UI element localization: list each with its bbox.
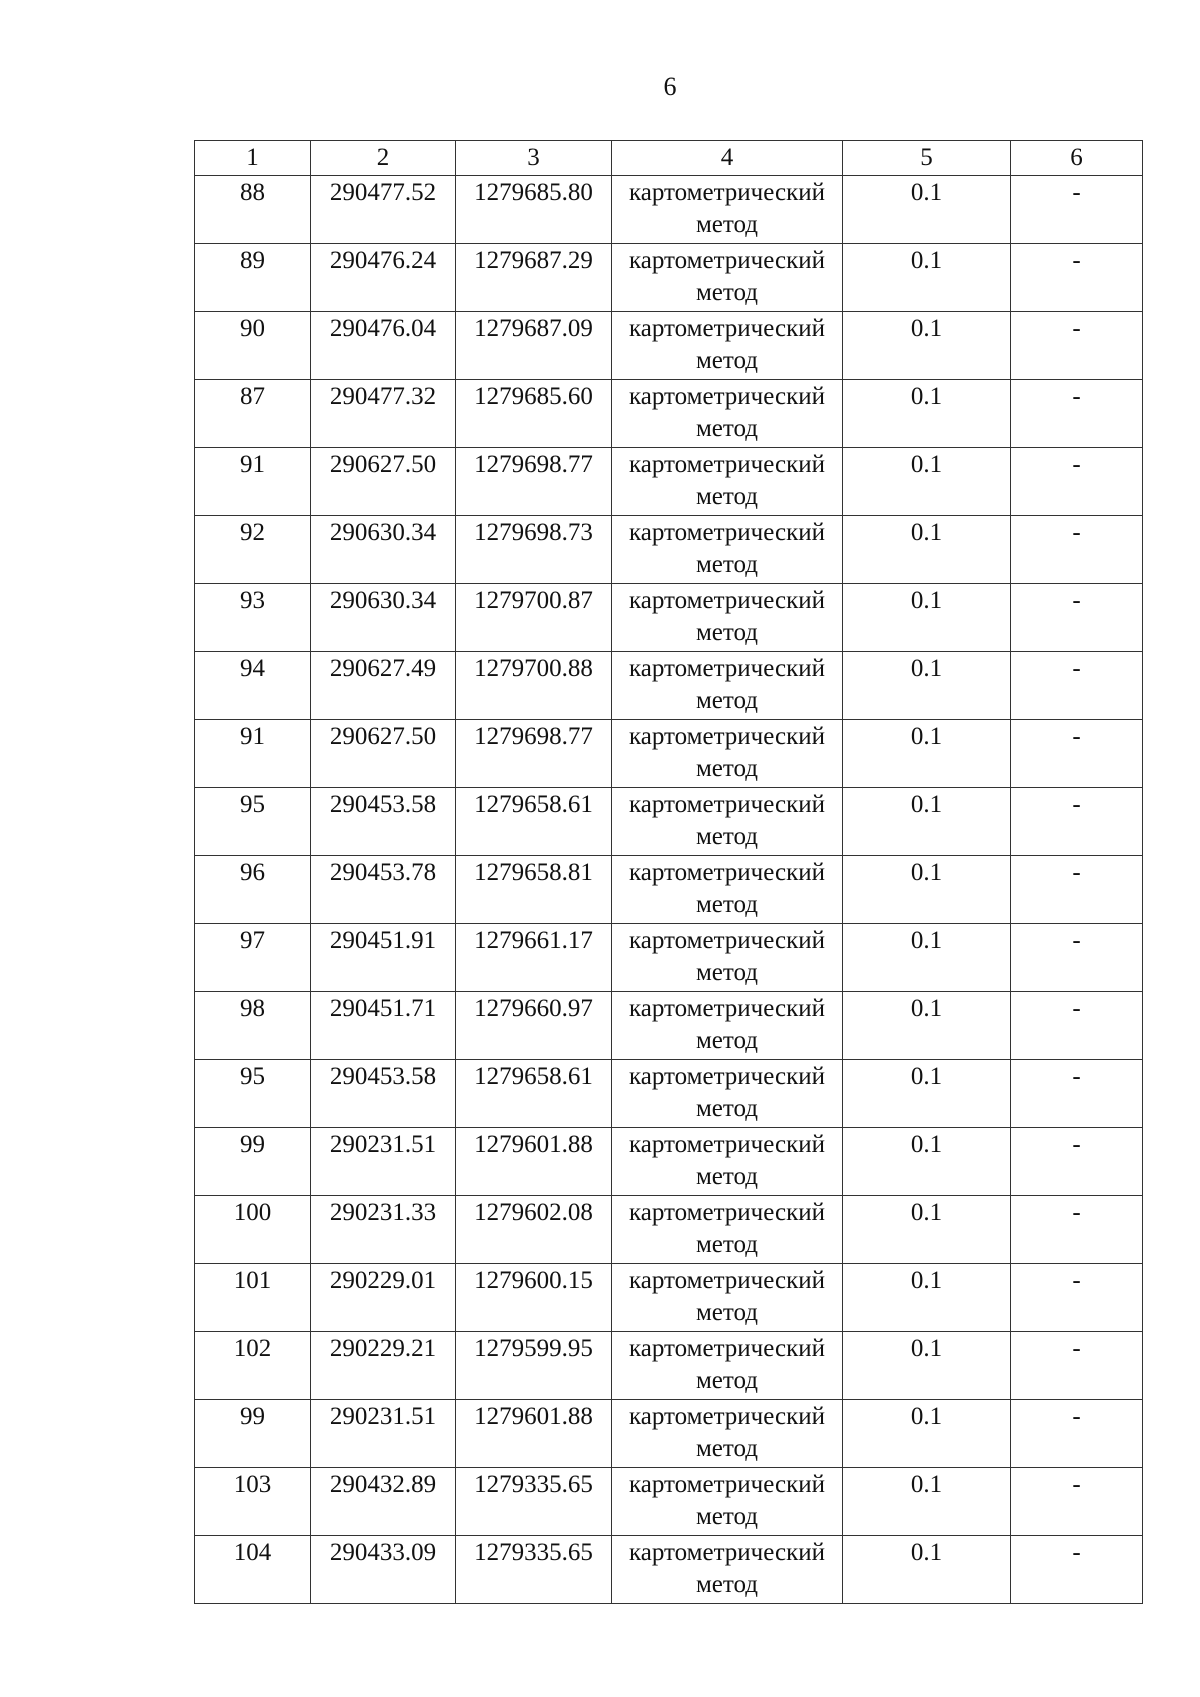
- method-cell: картометрический метод: [612, 720, 843, 788]
- y-coordinate-cell: 1279700.88: [456, 652, 612, 720]
- description-cell: -: [1011, 176, 1143, 244]
- point-number-cell: 90: [195, 312, 311, 380]
- table-row: [195, 652, 1143, 720]
- method-cell: картометрический метод: [612, 1264, 843, 1332]
- x-coordinate-cell: 290451.71: [311, 992, 456, 1060]
- column-header-2: 2: [311, 141, 456, 176]
- y-coordinate-cell: 1279687.09: [456, 312, 612, 380]
- y-coordinate-cell: 1279698.73: [456, 516, 612, 584]
- accuracy-cell: 0.1: [843, 652, 1011, 720]
- table-row: [195, 380, 1143, 448]
- method-cell: картометрический метод: [612, 1060, 843, 1128]
- point-number-cell: 95: [195, 788, 311, 856]
- description-cell: -: [1011, 652, 1143, 720]
- y-coordinate-cell: 1279658.61: [456, 1060, 612, 1128]
- accuracy-cell: 0.1: [843, 516, 1011, 584]
- column-header-1: 1: [195, 141, 311, 176]
- table-row: [195, 1196, 1143, 1264]
- description-cell: -: [1011, 1332, 1143, 1400]
- table-row: [195, 720, 1143, 788]
- point-number-cell: 96: [195, 856, 311, 924]
- y-coordinate-cell: 1279601.88: [456, 1128, 612, 1196]
- accuracy-cell: 0.1: [843, 924, 1011, 992]
- accuracy-cell: 0.1: [843, 1400, 1011, 1468]
- x-coordinate-cell: 290627.50: [311, 448, 456, 516]
- table-row: [195, 788, 1143, 856]
- method-cell: картометрический метод: [612, 176, 843, 244]
- description-cell: -: [1011, 1468, 1143, 1536]
- table-row: [195, 516, 1143, 584]
- table-row: [195, 1536, 1143, 1604]
- y-coordinate-cell: 1279602.08: [456, 1196, 612, 1264]
- x-coordinate-cell: 290229.01: [311, 1264, 456, 1332]
- x-coordinate-cell: 290627.49: [311, 652, 456, 720]
- method-cell: картометрический метод: [612, 652, 843, 720]
- description-cell: -: [1011, 992, 1143, 1060]
- x-coordinate-cell: 290432.89: [311, 1468, 456, 1536]
- table-row: [195, 856, 1143, 924]
- accuracy-cell: 0.1: [843, 1332, 1011, 1400]
- column-header-6: 6: [1011, 141, 1143, 176]
- method-cell: картометрический метод: [612, 380, 843, 448]
- column-header-4: 4: [612, 141, 843, 176]
- description-cell: -: [1011, 1536, 1143, 1604]
- accuracy-cell: 0.1: [843, 176, 1011, 244]
- point-number-cell: 94: [195, 652, 311, 720]
- x-coordinate-cell: 290477.32: [311, 380, 456, 448]
- x-coordinate-cell: 290453.58: [311, 788, 456, 856]
- y-coordinate-cell: 1279660.97: [456, 992, 612, 1060]
- y-coordinate-cell: 1279700.87: [456, 584, 612, 652]
- accuracy-cell: 0.1: [843, 1264, 1011, 1332]
- table-row: [195, 1400, 1143, 1468]
- accuracy-cell: 0.1: [843, 380, 1011, 448]
- column-header-5: 5: [843, 141, 1011, 176]
- description-cell: -: [1011, 448, 1143, 516]
- point-number-cell: 103: [195, 1468, 311, 1536]
- table-row: [195, 584, 1143, 652]
- table-row: [195, 244, 1143, 312]
- table-row: [195, 1060, 1143, 1128]
- table-body: [195, 176, 1143, 1604]
- accuracy-cell: 0.1: [843, 788, 1011, 856]
- accuracy-cell: 0.1: [843, 1196, 1011, 1264]
- description-cell: -: [1011, 516, 1143, 584]
- column-header-3: 3: [456, 141, 612, 176]
- y-coordinate-cell: 1279661.17: [456, 924, 612, 992]
- method-cell: картометрический метод: [612, 1332, 843, 1400]
- point-number-cell: 104: [195, 1536, 311, 1604]
- description-cell: -: [1011, 244, 1143, 312]
- y-coordinate-cell: 1279335.65: [456, 1536, 612, 1604]
- table-row: [195, 448, 1143, 516]
- y-coordinate-cell: 1279599.95: [456, 1332, 612, 1400]
- accuracy-cell: 0.1: [843, 1060, 1011, 1128]
- y-coordinate-cell: 1279335.65: [456, 1468, 612, 1536]
- description-cell: -: [1011, 788, 1143, 856]
- accuracy-cell: 0.1: [843, 584, 1011, 652]
- x-coordinate-cell: 290630.34: [311, 516, 456, 584]
- method-cell: картометрический метод: [612, 856, 843, 924]
- accuracy-cell: 0.1: [843, 312, 1011, 380]
- accuracy-cell: 0.1: [843, 244, 1011, 312]
- x-coordinate-cell: 290231.51: [311, 1400, 456, 1468]
- coordinates-table: [194, 140, 1143, 1604]
- description-cell: -: [1011, 1264, 1143, 1332]
- point-number-cell: 91: [195, 448, 311, 516]
- x-coordinate-cell: 290231.51: [311, 1128, 456, 1196]
- x-coordinate-cell: 290477.52: [311, 176, 456, 244]
- x-coordinate-cell: 290433.09: [311, 1536, 456, 1604]
- method-cell: картометрический метод: [612, 448, 843, 516]
- accuracy-cell: 0.1: [843, 1536, 1011, 1604]
- y-coordinate-cell: 1279687.29: [456, 244, 612, 312]
- y-coordinate-cell: 1279658.81: [456, 856, 612, 924]
- y-coordinate-cell: 1279601.88: [456, 1400, 612, 1468]
- description-cell: -: [1011, 720, 1143, 788]
- method-cell: картометрический метод: [612, 1400, 843, 1468]
- point-number-cell: 88: [195, 176, 311, 244]
- x-coordinate-cell: 290453.78: [311, 856, 456, 924]
- point-number-cell: 100: [195, 1196, 311, 1264]
- description-cell: -: [1011, 1196, 1143, 1264]
- method-cell: картометрический метод: [612, 584, 843, 652]
- point-number-cell: 91: [195, 720, 311, 788]
- x-coordinate-cell: 290476.04: [311, 312, 456, 380]
- description-cell: -: [1011, 312, 1143, 380]
- table-header: [195, 141, 1143, 176]
- x-coordinate-cell: 290453.58: [311, 1060, 456, 1128]
- point-number-cell: 87: [195, 380, 311, 448]
- x-coordinate-cell: 290231.33: [311, 1196, 456, 1264]
- y-coordinate-cell: 1279698.77: [456, 720, 612, 788]
- method-cell: картометрический метод: [612, 788, 843, 856]
- table-row: [195, 312, 1143, 380]
- x-coordinate-cell: 290451.91: [311, 924, 456, 992]
- method-cell: картометрический метод: [612, 992, 843, 1060]
- point-number-cell: 99: [195, 1128, 311, 1196]
- description-cell: -: [1011, 924, 1143, 992]
- method-cell: картометрический метод: [612, 924, 843, 992]
- accuracy-cell: 0.1: [843, 856, 1011, 924]
- accuracy-cell: 0.1: [843, 1128, 1011, 1196]
- table-row: [195, 1128, 1143, 1196]
- point-number-cell: 92: [195, 516, 311, 584]
- point-number-cell: 102: [195, 1332, 311, 1400]
- x-coordinate-cell: 290627.50: [311, 720, 456, 788]
- x-coordinate-cell: 290229.21: [311, 1332, 456, 1400]
- description-cell: -: [1011, 380, 1143, 448]
- accuracy-cell: 0.1: [843, 992, 1011, 1060]
- page-number: 6: [663, 72, 677, 101]
- description-cell: -: [1011, 1400, 1143, 1468]
- point-number-cell: 101: [195, 1264, 311, 1332]
- point-number-cell: 93: [195, 584, 311, 652]
- method-cell: картометрический метод: [612, 1536, 843, 1604]
- y-coordinate-cell: 1279600.15: [456, 1264, 612, 1332]
- description-cell: -: [1011, 856, 1143, 924]
- accuracy-cell: 0.1: [843, 720, 1011, 788]
- table-row: [195, 924, 1143, 992]
- method-cell: картометрический метод: [612, 1468, 843, 1536]
- description-cell: -: [1011, 584, 1143, 652]
- method-cell: картометрический метод: [612, 244, 843, 312]
- description-cell: -: [1011, 1128, 1143, 1196]
- y-coordinate-cell: 1279698.77: [456, 448, 612, 516]
- method-cell: картометрический метод: [612, 1196, 843, 1264]
- table-row: [195, 1264, 1143, 1332]
- point-number-cell: 99: [195, 1400, 311, 1468]
- table-row: [195, 1332, 1143, 1400]
- accuracy-cell: 0.1: [843, 448, 1011, 516]
- x-coordinate-cell: 290630.34: [311, 584, 456, 652]
- y-coordinate-cell: 1279658.61: [456, 788, 612, 856]
- point-number-cell: 89: [195, 244, 311, 312]
- accuracy-cell: 0.1: [843, 1468, 1011, 1536]
- table-row: [195, 176, 1143, 244]
- method-cell: картометрический метод: [612, 516, 843, 584]
- method-cell: картометрический метод: [612, 1128, 843, 1196]
- point-number-cell: 98: [195, 992, 311, 1060]
- table-row: [195, 1468, 1143, 1536]
- header-row: [195, 141, 1143, 176]
- point-number-cell: 95: [195, 1060, 311, 1128]
- method-cell: картометрический метод: [612, 312, 843, 380]
- point-number-cell: 97: [195, 924, 311, 992]
- y-coordinate-cell: 1279685.60: [456, 380, 612, 448]
- table-row: [195, 992, 1143, 1060]
- y-coordinate-cell: 1279685.80: [456, 176, 612, 244]
- description-cell: -: [1011, 1060, 1143, 1128]
- x-coordinate-cell: 290476.24: [311, 244, 456, 312]
